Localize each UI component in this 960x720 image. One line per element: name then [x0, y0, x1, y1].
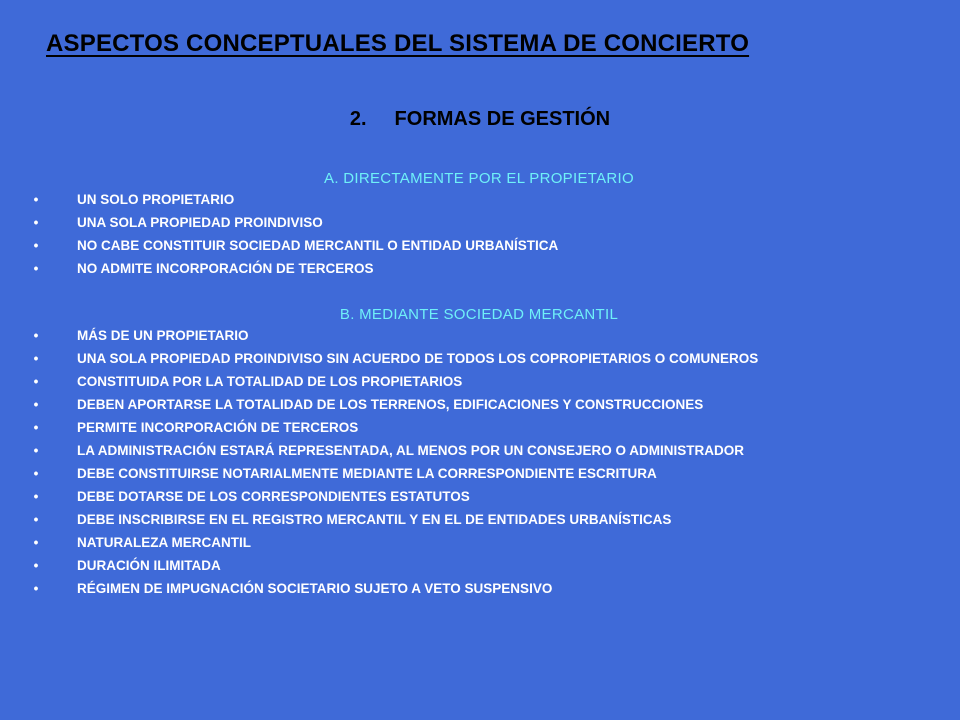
list-item-text: LA ADMINISTRACIÓN ESTARÁ REPRESENTADA, AL MENOS POR UN CONSEJERO O ADMINISTRADOR — [77, 443, 745, 458]
bullet-icon: • — [33, 238, 39, 253]
list-item — [30, 511, 928, 529]
list-item — [30, 442, 928, 460]
bullet-icon: • — [33, 535, 39, 550]
block-b-heading: B. MEDIANTE SOCIEDAD MERCANTIL — [339, 306, 619, 323]
list-item — [30, 191, 928, 209]
list-item-text: UNA SOLA PROPIEDAD PROINDIVISO — [77, 215, 323, 230]
list-item-text: DEBE DOTARSE DE LOS CORRESPONDIENTES ESTATUTOS — [77, 489, 470, 504]
list-item-text: NO ADMITE INCORPORACIÓN DE TERCEROS — [77, 261, 374, 276]
bullet-icon: • — [33, 558, 39, 573]
bullet-icon: • — [33, 489, 39, 504]
slide-title: ASPECTOS CONCEPTUALES DEL SISTEMA DE CONCIERTO — [46, 30, 750, 57]
list-item — [30, 237, 928, 255]
block-b-list — [30, 327, 928, 598]
block-direct-owner — [30, 170, 928, 283]
section-number: 2. — [349, 108, 367, 130]
bullet-icon: • — [33, 374, 39, 389]
list-item — [30, 327, 928, 345]
list-item-text: DEBEN APORTARSE LA TOTALIDAD DE LOS TERRENOS, EDIFICACIONES Y CONSTRUCCIONES — [77, 397, 704, 412]
list-item — [30, 373, 928, 391]
bullet-icon: • — [33, 581, 39, 596]
list-item — [30, 534, 928, 552]
bullet-icon: • — [33, 261, 39, 276]
block-a-heading: A. DIRECTAMENTE POR EL PROPIETARIO — [324, 170, 634, 187]
block-mercantile-company — [30, 306, 928, 603]
list-item — [30, 465, 928, 483]
list-item — [30, 214, 928, 232]
list-item-text: NATURALEZA MERCANTIL — [77, 535, 251, 550]
list-item — [30, 350, 928, 368]
list-item-text: UNA SOLA PROPIEDAD PROINDIVISO SIN ACUERDO DE TODOS LOS COPROPIETARIOS O COMUNEROS — [77, 351, 759, 366]
bullet-icon: • — [33, 466, 39, 481]
list-item — [30, 488, 928, 506]
list-item-text: RÉGIMEN DE IMPUGNACIÓN SOCIETARIO SUJETO A VETO SUSPENSIVO — [77, 581, 553, 596]
list-item-text: DEBE INSCRIBIRSE EN EL REGISTRO MERCANTIL Y EN EL DE ENTIDADES URBANÍSTICAS — [77, 512, 672, 527]
list-item — [30, 419, 928, 437]
list-item-text: MÁS DE UN PROPIETARIO — [77, 328, 249, 343]
list-item-text: DEBE CONSTITUIRSE NOTARIALMENTE MEDIANTE LA CORRESPONDIENTE ESCRITURA — [77, 466, 657, 481]
bullet-icon: • — [33, 215, 39, 230]
list-item-text: NO CABE CONSTITUIR SOCIEDAD MERCANTIL O ENTIDAD URBANÍSTICA — [77, 238, 559, 253]
list-item-text: CONSTITUIDA POR LA TOTALIDAD DE LOS PROPIETARIOS — [77, 374, 463, 389]
list-item-text: UN SOLO PROPIETARIO — [77, 192, 235, 207]
bullet-icon: • — [33, 420, 39, 435]
bullet-icon: • — [33, 351, 39, 366]
block-a-list — [30, 191, 928, 278]
bullet-icon: • — [33, 397, 39, 412]
bullet-icon: • — [33, 192, 39, 207]
list-item — [30, 396, 928, 414]
bullet-icon: • — [33, 443, 39, 458]
list-item — [30, 557, 928, 575]
list-item — [30, 580, 928, 598]
section-title: FORMAS DE GESTIÓN — [394, 108, 611, 130]
bullet-icon: • — [33, 512, 39, 527]
section-heading — [0, 108, 960, 131]
list-item-text: PERMITE INCORPORACIÓN DE TERCEROS — [77, 420, 359, 435]
bullet-icon: • — [33, 328, 39, 343]
list-item-text: DURACIÓN ILIMITADA — [77, 558, 221, 573]
list-item — [30, 260, 928, 278]
